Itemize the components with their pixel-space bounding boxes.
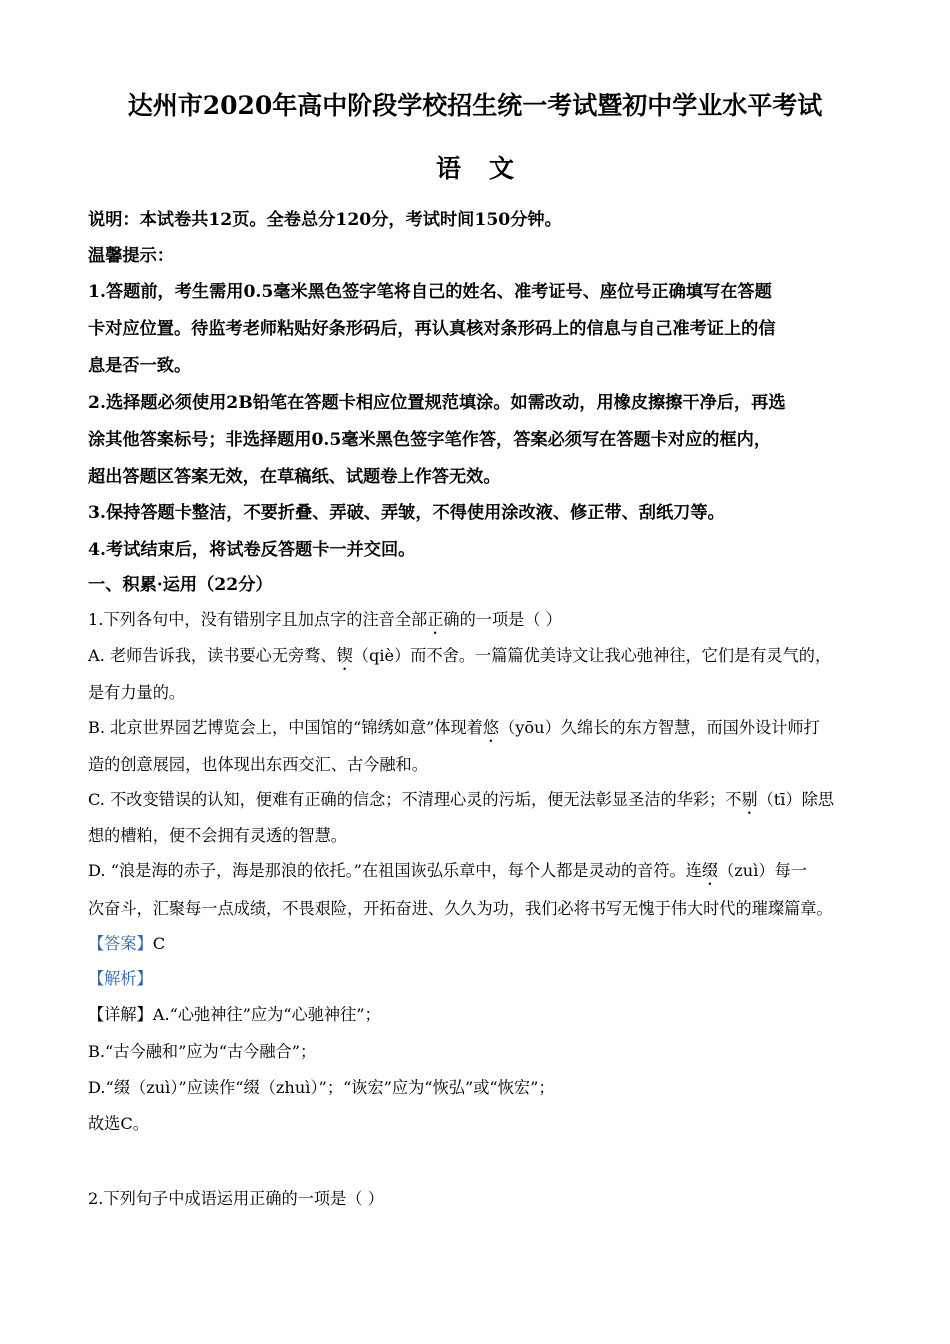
emphasis-char: 剔 xyxy=(741,790,758,809)
tip-1-line-2: 卡对应位置。待监考老师粘贴好条形码后，再认真核对条形码上的信息与自己准考证上的信 xyxy=(88,319,776,339)
option-d-line-2: 次奋斗，汇聚每一点成绩，不畏艰险，开拓奋进、久久为功，我们必将书写无愧于伟大时代的璀璨篇章。 xyxy=(88,899,833,918)
exam-title: 达州市2020年高中阶段学校招生统一考试暨初中学业水平考试 xyxy=(127,91,823,120)
option-b-text: （yōu）久绵长的东方智慧，而国外设计师打 xyxy=(499,718,820,737)
emphasis-char: 正 xyxy=(427,610,444,629)
tip-1-line-3: 息是否一致。 xyxy=(88,356,192,376)
question-1-stem-start: 1.下列各句中，没有错别字且加点字的注音全部 xyxy=(88,610,428,629)
analysis-label: 【解析】 xyxy=(88,969,153,988)
question-1-stem xyxy=(88,606,562,638)
option-b-text: B. 北京世界园艺博览会上，中国馆的“锦绣如意”体现着 xyxy=(88,718,483,737)
emphasis-char: 缀 xyxy=(701,861,719,880)
tip-2-line-1: 2.选择题必须使用2B铅笔在答题卡相应位置规范填涂。如需改动，用橡皮擦擦干净后，再选 xyxy=(88,393,786,413)
detail-line-1: 【详解】A.“心弛神往”应为“心驰神往”； xyxy=(88,1005,381,1024)
option-a-line-2: 是有力量的。 xyxy=(88,683,186,702)
detail-line-4: 故选C。 xyxy=(88,1114,149,1133)
option-d-line-1 xyxy=(88,857,807,889)
option-b-line-2: 造的创意展园，也体现出东西交汇、古今融和。 xyxy=(88,755,428,774)
tip-4: 4.考试结束后，将试卷反答题卡一并交回。 xyxy=(88,540,416,560)
tip-2-line-3: 超出答题区答案无效，在草稿纸、试题卷上作答无效。 xyxy=(88,467,501,487)
tip-1-line-1: 1.答题前，考生需用0.5毫米黑色签字笔将自己的姓名、准考证号、座位号正确填写在答题 xyxy=(88,282,772,302)
tips-heading: 温馨提示： xyxy=(88,246,174,266)
answer-value: C xyxy=(152,934,166,953)
emphasis-char: 锲 xyxy=(336,646,353,665)
detail-line-2: B.“古今融和”应为“古今融合”； xyxy=(88,1042,317,1061)
detail-line-3: D.“缀（zuì）”应读作“缀（zhuì）”；“诙宏”应为“恢弘”或“恢宏”； xyxy=(88,1078,555,1097)
option-b-line-1 xyxy=(88,714,820,746)
subject-title: 语文 xyxy=(435,154,542,183)
answer-label: 【答案】 xyxy=(88,934,153,953)
option-a-text: A. 老师告诉我，读书要心无旁骛、 xyxy=(88,646,337,665)
question-2-stem: 2.下列句子中成语运用正确的一项是（ ） xyxy=(88,1189,384,1208)
section-heading: 一、积累·运用（22分） xyxy=(88,575,273,595)
option-d-text: （zuì）每一 xyxy=(718,861,807,880)
option-c-line-2: 想的槽粕，便不会拥有灵透的智慧。 xyxy=(88,826,347,845)
option-a-text: （qiè）而不舍。一篇篇优美诗文让我心弛神往，它们是有灵气的， xyxy=(352,646,832,665)
answer-line xyxy=(88,930,165,954)
tip-2-line-2: 涂其他答案标号；非选择题用0.5毫米黑色签字笔作答，答案必须写在答题卡对应的框内， xyxy=(88,430,772,450)
emphasis-char: 悠 xyxy=(482,718,500,737)
tip-3: 3.保持答题卡整洁，不要折叠、弄破、弄皱，不得使用涂改液、修正带、刮纸刀等。 xyxy=(88,503,725,523)
question-1-stem-end: 确的一项是（ ） xyxy=(443,610,562,629)
option-c-line-1 xyxy=(88,786,834,818)
option-c-text: （tī）除思 xyxy=(757,790,835,809)
option-c-text: C. 不改变错误的认知，便难有正确的信念；不清理心灵的污垢，便无法彰显圣洁的华彩；不 xyxy=(88,790,742,809)
option-a-line-1 xyxy=(88,642,831,674)
option-d-text: D. “浪是海的赤子，海是那浪的依托。”在祖国诙弘乐章中，每个人都是灵动的音符。连 xyxy=(88,861,702,880)
exam-note: 说明：本试卷共12页。全卷总分120分，考试时间150分钟。 xyxy=(88,210,562,230)
